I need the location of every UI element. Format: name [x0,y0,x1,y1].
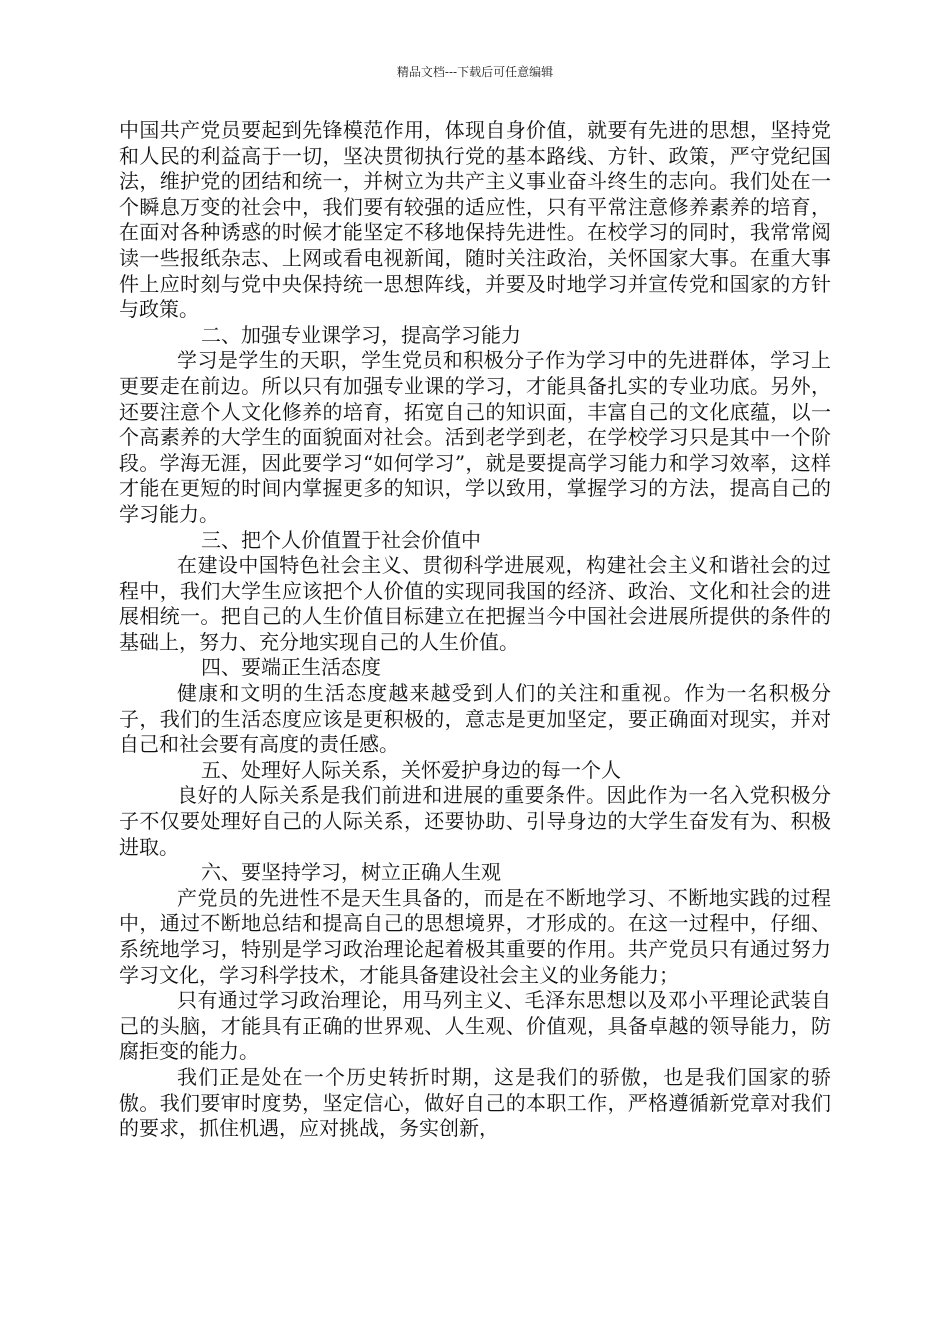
paragraph-7: 只有通过学习政治理论，用马列主义、毛泽东思想以及邓小平理论武装自己的头脑，才能具有正确的世界观、人生观、价值观，具备卓越的领导能力，防腐拒变的能力。 [119,988,831,1064]
page-header: 精品文档---下载后可任意编辑 [396,65,554,79]
paragraph-5: 良好的人际关系是我们前进和进展的重要条件。因此作为一名入党积极分子不仅要处理好自己的人际关系，还要协助、引导身边的大学生奋发有为、积极进取。 [119,783,831,859]
paragraph-3: 在建设中国特色社会主义、贯彻科学进展观，构建社会主义和谐社会的过程中，我们大学生应该把个人价值的实现同我国的经济、政治、文化和社会的进展相统一。把自己的人生价值目标建立在把握当今中国社会进展所提供的条件的基础上，努力、充分地实现自己的人生价值。 [119,553,831,654]
section-heading-5: 五、处理好人际关系，关怀爱护身边的每一个人 [201,757,621,782]
paragraph-8: 我们正是处在一个历史转折时期，这是我们的骄傲，也是我们国家的骄傲。我们要审时度势，坚定信心，做好自己的本职工作，严格遵循新党章对我们的要求，抓住机遇，应对挑战，务实创新， [119,1064,831,1141]
paragraph-4: 健康和文明的生活态度越来越受到人们的关注和重视。作为一名积极分子，我们的生活态度应该是更积极的，意志是更加坚定，要正确面对现实，并对自己和社会要有高度的责任感。 [119,681,831,757]
document-body [119,118,831,1142]
paragraph-6: 产党员的先进性不是天生具备的，而是在不断地学习、不断地实践的过程中，通过不断地总结和提高自己的思想境界，才形成的。在这一过程中，仔细、系统地学习，特别是学习政治理论起着极其重要的作用。共产党员只有通过努力学习文化，学习科学技术，才能具备建设社会主义的业务能力； [119,885,831,987]
section-heading-4: 四、要端正生活态度 [201,655,381,680]
section-heading-2: 二、加强专业课学习，提高学习能力 [201,322,521,347]
paragraph-2: 学习是学生的天职，学生党员和积极分子作为学习中的先进群体，学习上更要走在前边。所以只有加强专业课的学习，才能具备扎实的专业功底。另外，还要注意个人文化修养的培育，拓宽自己的知识面，丰富自己的文化底蕴，以一个高素养的大学生的面貌面对社会。活到老学到老，在学校学习只是其中一个阶段。学海无涯，因此要学习“如何学习”，就是要提高学习能力和学习效率，这样才能在更短的时间内掌握更多的知识，学以致用，掌握学习的方法，提高自己的学习能力。 [119,348,831,526]
section-heading-3: 三、把个人价值置于社会价值中 [201,527,481,552]
paragraph-1: 中国共产党员要起到先锋模范作用，体现自身价值，就要有先进的思想，坚持党和人民的利益高于一切，坚决贯彻执行党的基本路线、方针、政策，严守党纪国法，维护党的团结和统一，并树立为共产主义事业奋斗终生的志向。我们处在一个瞬息万变的社会中，我们要有较强的适应性，只有平常注意修养素养的培育，在面对各种诱惑的时候才能坚定不移地保持先进性。在校学习的同时，我常常阅读一些报纸杂志、上网或看电视新闻，随时关注政治，关怀国家大事。在重大事件上应时刻与党中央保持统一思想阵线，并要及时地学习并宣传党和国家的方针与政策。 [119,118,831,322]
section-heading-6: 六、要坚持学习，树立正确人生观 [201,860,501,885]
